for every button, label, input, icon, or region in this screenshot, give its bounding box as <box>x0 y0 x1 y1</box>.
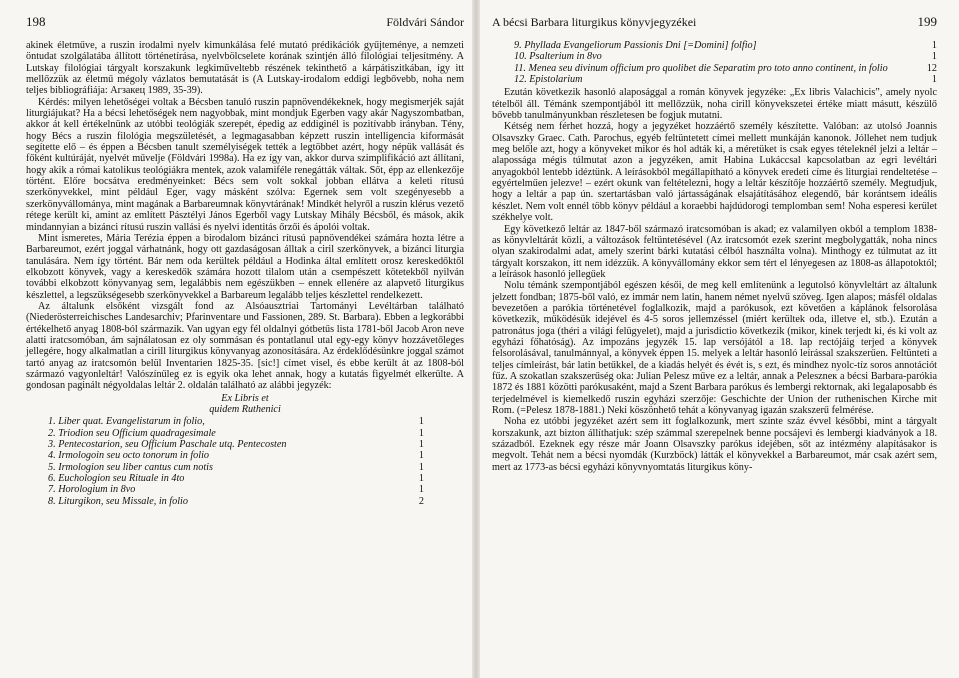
right-paragraph-1: Ezután következik hasonló alaposággal a román könyvek jegyzéke: „Ex libris Valachicis”, amely nyolc tételből áll. Témánk szempontjából itt mellőzzük, noha cirill könyvekszetei értéke miatt másutt, készülő bővebb tanulmányunkban részletesen be fogjuk mutatni. <box>492 87 937 122</box>
right-paragraph-4: Nolu témánk szempontjából egészen késői, de meg kell említenünk a legutolsó könyvleltárt az általunk jelzett fondban; 1875-ből való, ez immár nem latin, hanem német nyelvű szöveg. Igen alapos; másfél oldalas bevezetően a parókia történetével foglalkozik, majd a parókusok, ezt követően a káplánok felsorolása következik, működésük idejével és 4-5 soros jellemzéssel (miért kerültek oda, illetve el, stb.). Ezután a patronátus joga (théri a világi felügyelet), majd a jurisdictio következik (mikor, kinek terjedt ki, és ki volt az egyházi főhatóság). Az impozáns jegyzék 15. lap versójától a 18. lap rectójáig terjed a könyvek felsorolásával, tanulmánnyal, a könyvek éppen 15. melyek a leltár hasonló leírással szakszerűen. Feltünteti a teljes címleírást, bár latin betűkkel, de a kiadás helyét és évét is, s ezt, és mindhez nyolc-tíz soros annotációt fűz. A szokatlan szakszerűség oka: Julian Pelesz műve ez a leltár, annak a Peleszneк a bécsi Barbara-parókia 1872 és 1881 közötti parókusaként, majd a Szent Barbara parókus és lembergi rektornak, aki legalaposabb és terjedelmével is kiemelkedő ruszin egyházi szerzője: Geschichte der Union der ruthenischen Kirche mit Rom. (=Pelesz 1878-1881.) Neki köszönhető tehát a könyvanyag igazán szakszerű felmérése. <box>492 280 937 416</box>
catalog-item: 9. Phyllada Evangeliorum Passionis Dni [=Domini] folfio] 1 <box>514 40 937 51</box>
left-head-title: Földvári Sándor <box>386 15 464 29</box>
catalog-item: 5. Irmologion seu liber cantus cum notis 1 <box>48 461 424 473</box>
right-paragraph-5: Noha ez utóbbi jegyzéket azért sem itt foglalkozunk, mert szinte száz évvel későbbi, mint a tárgyalt korszakunk, azt bizton állíthatjuk: szép számmal szerepelnek benne pocsájevi és lembergi kiadványok a 18. századból. Ezeknek egy része már Joann Olsavszky parókus idejében, sőt az intézmény alapításakor is megvolt. Tehát nem a bécsi nyomdák (Kurzböck) látták el könyvekkel a Barbareumot, már csak azért sem, mert az 1773-as bécsi egyházi könyvnyomtatás liturgikus köny- <box>492 416 937 473</box>
catalog-heading-2: quidem Ruthenici <box>209 404 281 415</box>
catalog-item: 10. Psalterium in 8vo 1 <box>514 51 937 63</box>
right-catalog-list <box>492 40 937 85</box>
left-page-number: 198 <box>26 14 46 29</box>
right-paragraph-3: Egy következő leltár az 1847-ből származó iratcsomóban is akad; ez valamilyen okból a templom 1838-as könyvleltárát közli, a változások feltüntetésével (Az iratcsomót ezek szerint megbolygatták, noha nincs olyan szakirodalmi adat, amely szerint bárki kutatási célból használta volna). Minthogy ez túlmutat az itt tárgyalt korszakon, itt nem idézzük. A könyvállomány ekkor sem tért el lényegesen az 1808-as állapotoktól; a leírások hasonló jellegűek <box>492 223 937 280</box>
catalog-item: 1. Liber quat. Evangelistarum in folio, 1 <box>48 416 424 428</box>
left-paragraph-3: Mint ismeretes, Mária Terézia éppen a birodalom bizánci rítusú papnövendékei számára hozta létre a Barbareumot, ezért joggal várhatnánk, hogy ott gazdaságosan álltak a ciril szerkönyvek, a bizánci liturgia tanulására. Nem így történt. Bár nem oda kerültek például a Hodinka által említett orosz kereskedőktől elkobzott könyvek, vagy a kereskedők számára hozott tilalom után a csempészett kötetekből nyilván további elkobzott könyvanyag sem, legalábbis nem egészükben – ennek ellenére az alapvető liturgikus készlettel, a legszükségesebb szerkönyvekkel a Barbareum legalább teljes készlettel rendelkezett. <box>26 232 464 301</box>
catalog-item: 7. Horologium in 8vo 1 <box>48 484 424 496</box>
catalog-item: 8. Liturgikon, seu Missale, in folio 2 <box>48 495 424 507</box>
book-gutter <box>472 0 480 678</box>
right-page <box>480 0 959 678</box>
right-running-head <box>492 14 937 32</box>
catalog-item: 3. Pentecostarion, seu Officium Paschale utq. Pentecosten 1 <box>48 439 424 451</box>
catalog-item: 12. Epistolarium 1 <box>514 74 937 86</box>
catalog-item: 2. Triodion seu Officium quadragesimale 1 <box>48 427 424 439</box>
left-paragraph-4: Az általunk elsőként vizsgált fond az Alsóausztriai Tartományi Levéltárban található (Niederösterreichisches Landesarchiv; Pfarinventare und Fassionen, 289. St. Barbara). Ebben a legkorábbi értékelhető anyag 1808-ból származik. Van ugyan egy fél oldalnyi gótbetűs lista 1781-ből Jacob Aron neve alatti iratcsomóban, ám sajnálatosan ez oly sommásan és pontatlanul utal egy-egy könyv hozzávetőleges jellegére, hogy alkalmatlan a cirill liturgikus könyvanyag azonosítására. Az érdeklődésünkre joggal számot tartó anyag az iratcsomón belül Inventarien 1825-35. [sic!] címet visel, és ebbe került át az 1808-ból származó vagyonleltár! Valószínűleg ez is egyik oka lehet annak, hogy a kutatás figyelmét elkerülte. A gondosan paginált négyoldalas leltár 2. oldalán található az alábbi jegyzék: <box>26 300 464 392</box>
left-body-text <box>26 40 464 507</box>
left-page <box>0 0 472 678</box>
catalog-item: 4. Irmologoin seu octo tonorum in folio 1 <box>48 450 424 462</box>
right-body-text <box>492 40 937 473</box>
right-head-title: A bécsi Barbara liturgikus könyvjegyzékei <box>492 15 697 29</box>
right-page-number: 199 <box>917 14 937 29</box>
catalog-heading-1: Ex Libris et <box>221 392 269 404</box>
catalog-item: 11. Menea seu divinum officium pro quolibet die Separatim pro toto anno continent, in folio 12 <box>514 62 937 74</box>
left-paragraph-1: akinek életművе, a ruszin irodalmi nyelv kimunkálása felé mutató prédikációk gyűjteménye, a nemzeti öntudat szolgálatába állított történetírása, nyelvbölcselete korának szintjén álló filológiai teljesítmény. A Lutskay filológiai tárgyalt korszakunk legkiműveltebb részének tekinthető a kárpátiszitkában, így itt mellőzzük az életmű mégoly vázlatos bemutatását is (A Lutskay-irodalom eddigi legbővebb, noha nem teljes bibliográfiája: Агзакец 1989, 35-39). <box>26 40 464 97</box>
left-running-head <box>26 14 464 32</box>
catalog-item: 6. Euchologion seu Rituale in 4to 1 <box>48 473 424 485</box>
left-catalog-list <box>26 416 464 507</box>
left-paragraph-2: Kérdés: milyen lehetőségei voltak a Bécsben tanuló ruszin papnövendékeknek, hogy megismerjék saját liturgiájukat? Ha a bécsi lehetőségek nem nagyobbak, mint mondjuk Egerben vagy akár Nagyszombatban, akkor át kell értékelnünk az utóbbi teológiák szerepét, épedig az eddiginél is pozitívabb irányban. Tény, hogy Bécs a ruszin filológia megszületését, a legmagasabban képzett ruszin intelligencia kiformását segítette elő – és éppen a Bécsben tanult személyiségek tették a legtöbbet azért, hogy népük vallását és főként kultúráját, nyelvét művelje (Földvári 1998a). Ha ez így van, akkor durva szimplifikáció azt állítani, hogy akik a római katolikus teológiákra mentek, azok valamiféle renegátták váltak. Sőt, épp az ellenkezője történt. Előre bocsátva eredményeinket: Bécs sem volt sokkal jobban ellátva a keleti rítusú szerkönyvekkel, mint például Eger, vagy másként szólva: Egernek sem volt szegényesebb a szerkönyvállománya, mint magának a Barbareumnak könyvtárának! Mindkét helyről a ruszin klérus vezető rétege került ki, amint az említett Pásztélyi János Egerből vagy Lutskay Mihály Bécsből, és mások, akik mindannyian a bizánci rítusú ruszin vallási és nyelvi identitás őrzői és ápolói voltak. <box>26 96 464 233</box>
right-paragraph-2: Kétség nem férhet hozzá, hogy a jegyzéket hozzáértő személy készítette. Valóban: az utolsó Joannis Olsavszky Graec. Cath. Parochus, egyéb feltüntetett címei mellett munkáján kanonok. Jóllehet nem tudjuk meg belőle azt, hogy a könyveket mikor és hol adták ki, a méretüket is csak egyes tételeknél jelzi a leltár – alapossága mégis túlmutat azon a jegyzéken, amit Habina Lukáccsal kapcsolatban az egri levéltári anyagokból lentebb idéztünk. A leírásokból megállapítható a könyvek eredeti címe és liturgiai rendeltetése – egyértelműen jelezve! – ezért okunk van feltételezni, hogy a leltár készítője hozzáértő személy. Megtudjuk, hogy a leltár a pap ún. szertartásban való jártasságának elsajátításához elegendő, bár korántsem ideális készlet. Nem volt ennél több könyv például a koraebbi hajdúdorogi templomban sem! Noha esperesi kerület székhelye volt. <box>492 121 937 224</box>
